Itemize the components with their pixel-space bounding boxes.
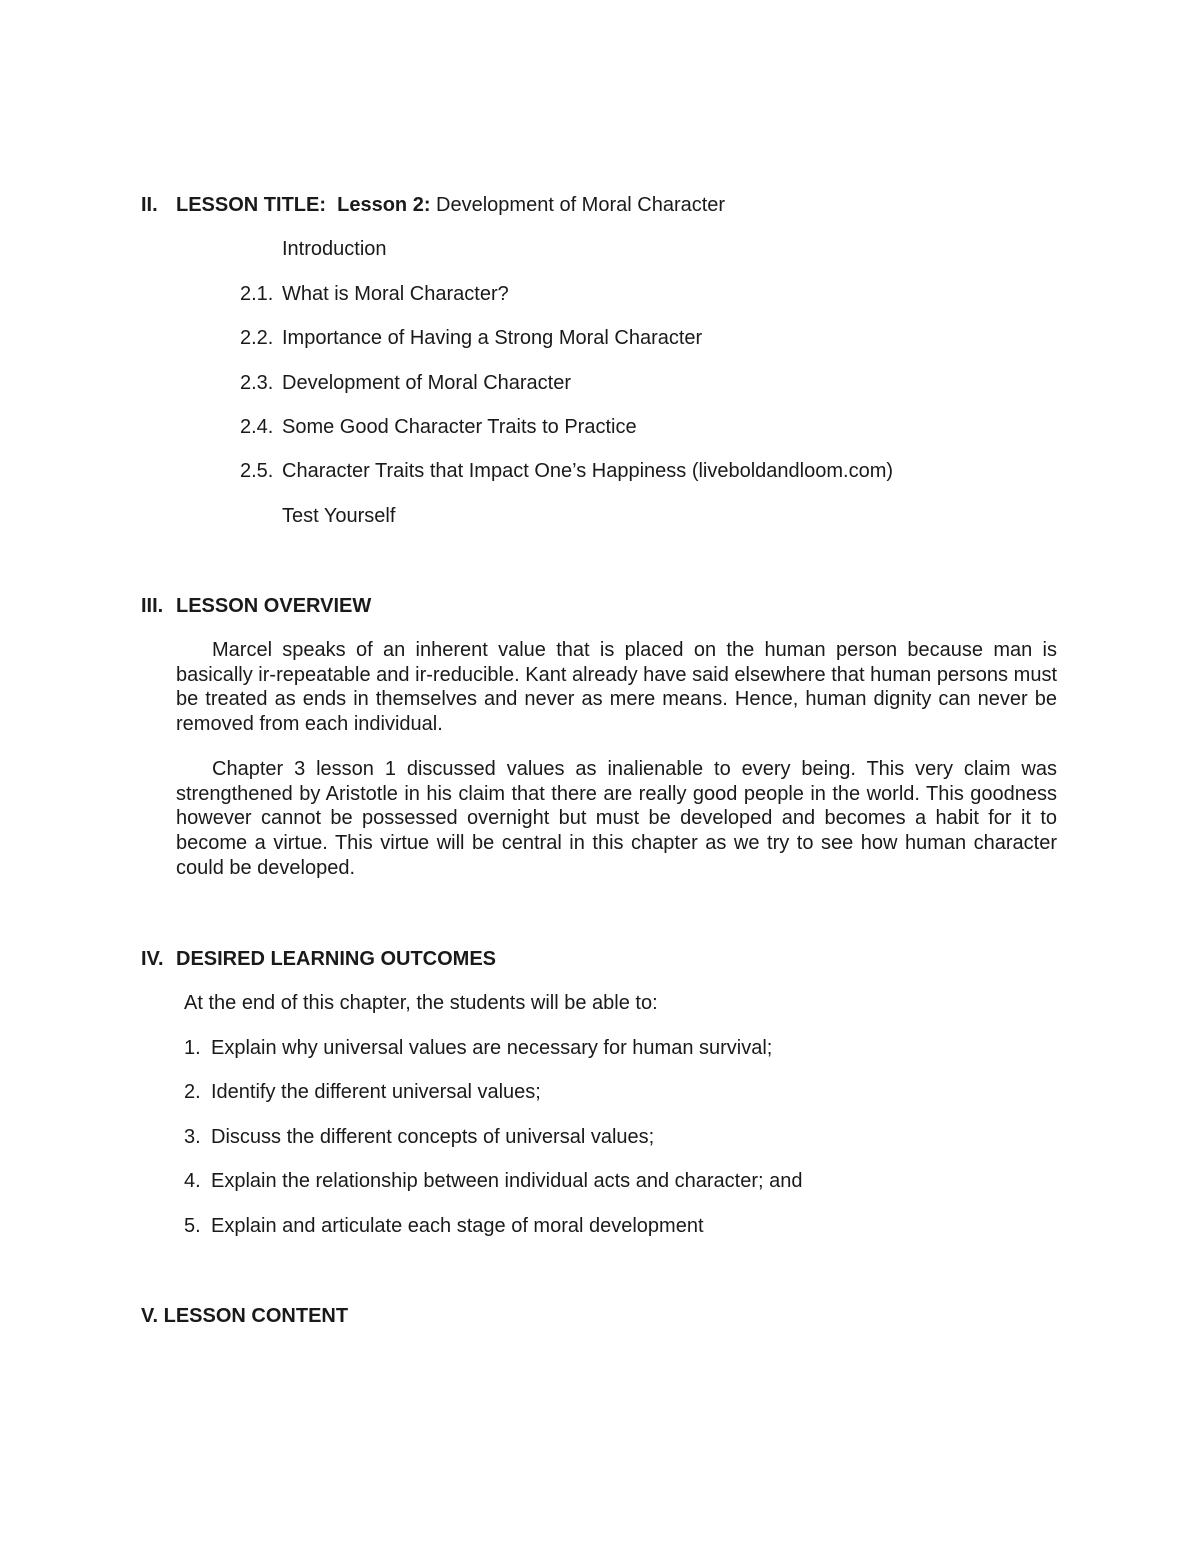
outcome-item-1 [184, 1036, 772, 1060]
outcome-text: Explain the relationship between individual acts and character; and [211, 1170, 803, 1192]
overview-paragraph-1 [176, 638, 1057, 737]
toc-item-text: Importance of Having a Strong Moral Character [282, 327, 703, 349]
outcome-number: 5. [184, 1215, 201, 1237]
toc-item-2-5 [240, 459, 893, 483]
section-ii-label: LESSON TITLE: [176, 194, 326, 216]
outcome-number: 4. [184, 1170, 201, 1192]
section-ii-numeral: II. [141, 194, 158, 216]
toc-item-2-1 [240, 282, 509, 306]
lesson-title: Development of Moral Character [436, 194, 726, 216]
outcome-number: 2. [184, 1081, 201, 1103]
toc-item-number: 2.5. [240, 460, 274, 482]
toc-item-number: 2.2. [240, 327, 274, 349]
outcome-text: Explain why universal values are necessary for human survival; [211, 1037, 773, 1059]
section-v-heading [141, 1304, 348, 1328]
section-iii-heading [141, 594, 371, 618]
overview-paragraph-2 [176, 757, 1057, 881]
toc-item-number: 2.1. [240, 283, 274, 305]
outcome-number: 3. [184, 1126, 201, 1148]
toc-item-2-3 [240, 371, 571, 395]
outcome-item-4 [184, 1169, 802, 1193]
toc-item-introduction [282, 237, 387, 261]
outcome-text: Explain and articulate each stage of moral development [211, 1215, 704, 1237]
section-iii-numeral: III. [141, 595, 164, 617]
outcomes-intro [184, 991, 658, 1015]
outcome-number: 1. [184, 1037, 201, 1059]
toc-item-text: Character Traits that Impact One’s Happiness (liveboldandloom.com) [282, 460, 894, 482]
toc-item-text: What is Moral Character? [282, 283, 509, 305]
outcome-item-5 [184, 1214, 704, 1238]
toc-item-2-2 [240, 326, 702, 350]
outcome-text: Discuss the different concepts of universal values; [211, 1126, 655, 1148]
section-ii-heading [141, 193, 725, 217]
section-iv-label: DESIRED LEARNING OUTCOMES [176, 948, 497, 970]
outcome-item-3 [184, 1125, 654, 1149]
overview-paragraph-text: Marcel speaks of an inherent value that is placed on the human person because man is basically ir-repeatable and ir-reducible. Kant already have said elsewhere that human persons must be treated as ends in themselves and never as mere means. Hence, human dignity can never be removed from each individual. [176, 639, 1057, 736]
toc-item-number: 2.4. [240, 416, 274, 438]
lesson-number: Lesson 2: [337, 194, 431, 216]
toc-item-number: 2.3. [240, 372, 274, 394]
toc-item-text: Introduction [282, 238, 387, 260]
section-iv-numeral: IV. [141, 948, 164, 970]
toc-item-2-4 [240, 415, 637, 439]
toc-item-text: Test Yourself [282, 505, 396, 527]
section-iii-label: LESSON OVERVIEW [176, 595, 372, 617]
toc-item-test-yourself [282, 504, 395, 528]
toc-item-text: Development of Moral Character [282, 372, 572, 394]
toc-item-text: Some Good Character Traits to Practice [282, 416, 637, 438]
outcomes-intro-text: At the end of this chapter, the students will be able to: [184, 992, 658, 1014]
section-iv-heading [141, 947, 496, 971]
overview-paragraph-text: Chapter 3 lesson 1 discussed values as inalienable to every being. This very claim was strengthened by Aristotle in his claim that there are really good people in the world. This goodness however cannot be possessed overnight but must be developed and becomes a habit for it to become a virtue. This virtue will be central in this chapter as we try to see how human character could be developed. [176, 758, 1057, 879]
outcome-item-2 [184, 1080, 541, 1104]
section-v-label: V. LESSON CONTENT [141, 1305, 349, 1327]
outcome-text: Identify the different universal values; [211, 1081, 541, 1103]
